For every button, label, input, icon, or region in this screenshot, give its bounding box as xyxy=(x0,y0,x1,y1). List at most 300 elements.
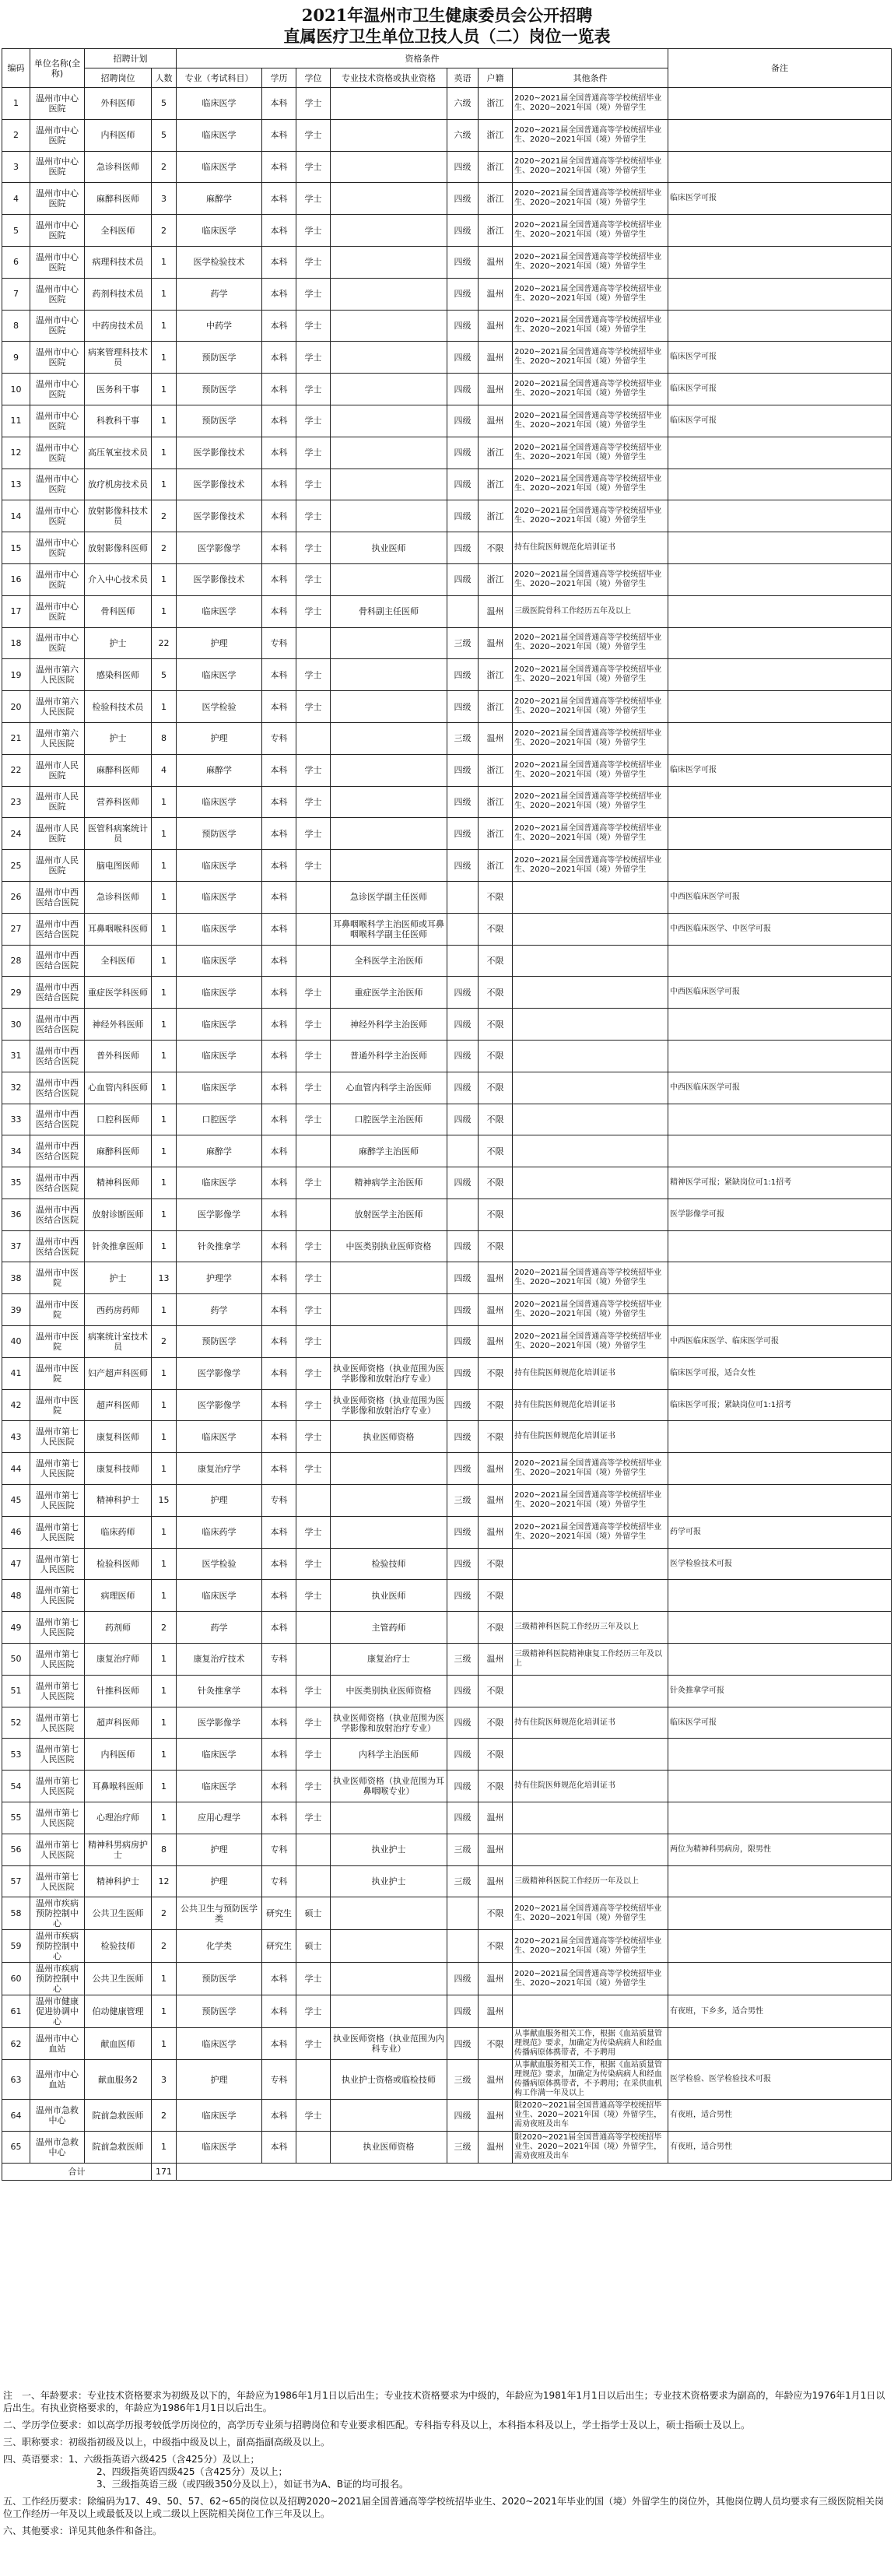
row-no: 53 xyxy=(2,1739,30,1771)
row-title: 重症医学主治医师 xyxy=(331,977,447,1009)
row-unit: 温州市中西医结合医院 xyxy=(30,1072,85,1104)
row-degree: 学士 xyxy=(296,1167,331,1199)
row-degree xyxy=(296,1612,331,1644)
row-edu: 专科 xyxy=(262,1834,296,1865)
table-row xyxy=(2,1104,892,1135)
row-hukou: 不限 xyxy=(479,881,513,913)
table-row xyxy=(2,183,892,215)
row-no: 22 xyxy=(2,754,30,786)
row-other: 2020~2021届全国普通高等学校统招毕业生、2020~2021年国（境）外留学生 xyxy=(513,850,668,882)
row-no: 13 xyxy=(2,469,30,500)
row-english: 四级 xyxy=(447,1421,479,1453)
row-degree: 学士 xyxy=(296,1326,331,1358)
row-major: 临床医学 xyxy=(177,945,262,977)
row-no: 39 xyxy=(2,1294,30,1326)
row-edu: 本科 xyxy=(262,151,296,183)
row-remark xyxy=(668,1865,892,1897)
row-post: 全科医师 xyxy=(85,215,152,247)
header-degree: 学位 xyxy=(296,68,331,88)
row-edu: 本科 xyxy=(262,500,296,532)
table-row xyxy=(2,437,892,469)
row-title xyxy=(331,119,447,151)
row-remark xyxy=(668,1453,892,1485)
row-hukou: 温州 xyxy=(479,246,513,278)
table-row xyxy=(2,977,892,1009)
row-other xyxy=(513,1739,668,1771)
row-other: 2020~2021届全国普通高等学校统招毕业生、2020~2021年国（境）外留学生 xyxy=(513,1485,668,1517)
row-edu: 本科 xyxy=(262,691,296,723)
row-title: 内科学主治医师 xyxy=(331,1739,447,1771)
row-hukou: 不限 xyxy=(479,1230,513,1262)
row-major: 临床医学 xyxy=(177,119,262,151)
table-row xyxy=(2,1262,892,1294)
header-remark: 备注 xyxy=(668,49,892,88)
row-post: 公共卫生医师 xyxy=(85,1963,152,1995)
row-english xyxy=(447,945,479,977)
row-title xyxy=(331,1516,447,1548)
row-no: 64 xyxy=(2,2100,30,2132)
row-post: 中药房技术员 xyxy=(85,310,152,342)
row-edu: 本科 xyxy=(262,1389,296,1421)
row-no: 31 xyxy=(2,1040,30,1072)
row-edu: 本科 xyxy=(262,1453,296,1485)
row-post: 献血医师 xyxy=(85,2028,152,2060)
table-row xyxy=(2,1995,892,2028)
row-num: 1 xyxy=(152,1548,177,1580)
row-english: 三级 xyxy=(447,2060,479,2100)
row-hukou: 浙江 xyxy=(479,437,513,469)
row-major: 医学影像技术 xyxy=(177,437,262,469)
row-title: 执业医师资格 xyxy=(331,2132,447,2164)
document-title xyxy=(0,0,894,47)
row-num: 2 xyxy=(152,1326,177,1358)
row-major: 药学 xyxy=(177,1612,262,1644)
row-post: 感染科医师 xyxy=(85,659,152,691)
row-title: 心血管内科学主治医师 xyxy=(331,1072,447,1104)
row-num: 1 xyxy=(152,1771,177,1802)
row-major: 医学影像技术 xyxy=(177,500,262,532)
table-row xyxy=(2,1963,892,1995)
row-title: 执业医师资格 xyxy=(331,1421,447,1453)
row-hukou: 不限 xyxy=(479,1675,513,1707)
row-english: 四级 xyxy=(447,1009,479,1041)
row-title: 执业护士 xyxy=(331,1865,447,1897)
row-major: 临床医学 xyxy=(177,1040,262,1072)
row-degree: 学士 xyxy=(296,977,331,1009)
row-title xyxy=(331,627,447,659)
row-english: 四级 xyxy=(447,786,479,818)
row-no: 27 xyxy=(2,913,30,945)
row-remark xyxy=(668,786,892,818)
row-english: 四级 xyxy=(447,659,479,691)
row-edu: 本科 xyxy=(262,818,296,850)
table-row xyxy=(2,913,892,945)
row-title xyxy=(331,1897,447,1930)
row-no: 61 xyxy=(2,1995,30,2028)
row-unit: 温州市第七人民医院 xyxy=(30,1485,85,1517)
row-other: 持有住院医师规范化培训证书 xyxy=(513,1389,668,1421)
row-other: 2020~2021届全国普通高等学校统招毕业生、2020~2021年国（境）外留学生 xyxy=(513,374,668,405)
row-title: 放射医学主治医师 xyxy=(331,1199,447,1230)
table-row xyxy=(2,1516,892,1548)
row-no: 6 xyxy=(2,246,30,278)
row-edu: 本科 xyxy=(262,1230,296,1262)
header-edu: 学历 xyxy=(262,68,296,88)
row-edu: 本科 xyxy=(262,1357,296,1389)
row-english: 三级 xyxy=(447,722,479,754)
table-row xyxy=(2,215,892,247)
row-major: 医学影像学 xyxy=(177,532,262,564)
row-num: 1 xyxy=(152,1167,177,1199)
header-hukou: 户籍 xyxy=(479,68,513,88)
row-major: 临床医学 xyxy=(177,881,262,913)
row-post: 麻醉科医师 xyxy=(85,183,152,215)
row-remark: 临床医学可报，适合女性 xyxy=(668,1357,892,1389)
row-other xyxy=(513,1580,668,1612)
table-row xyxy=(2,2028,892,2060)
title-line-1: 2021年温州市卫生健康委员会公开招聘 xyxy=(301,5,593,25)
row-title: 执业医师资格（执业范围为医学影像和放射治疗专业） xyxy=(331,1707,447,1739)
row-no: 56 xyxy=(2,1834,30,1865)
row-other xyxy=(513,1802,668,1834)
row-other xyxy=(513,1104,668,1135)
row-remark xyxy=(668,563,892,595)
row-unit: 温州市第七人民医院 xyxy=(30,1644,85,1676)
row-remark: 药学可报 xyxy=(668,1516,892,1548)
row-english: 四级 xyxy=(447,437,479,469)
row-title xyxy=(331,1995,447,2028)
row-no: 49 xyxy=(2,1612,30,1644)
row-no: 7 xyxy=(2,278,30,310)
row-unit: 温州市中心医院 xyxy=(30,595,85,627)
row-english: 三级 xyxy=(447,2132,479,2164)
row-english: 四级 xyxy=(447,1167,479,1199)
row-degree: 学士 xyxy=(296,786,331,818)
row-unit: 温州市第七人民医院 xyxy=(30,1580,85,1612)
row-num: 1 xyxy=(152,2132,177,2164)
row-major: 应用心理学 xyxy=(177,1802,262,1834)
table-row xyxy=(2,1294,892,1326)
row-remark xyxy=(668,691,892,723)
row-edu: 本科 xyxy=(262,1995,296,2028)
row-num: 1 xyxy=(152,1580,177,1612)
table-row xyxy=(2,151,892,183)
row-other xyxy=(513,1548,668,1580)
row-unit: 温州市中心医院 xyxy=(30,469,85,500)
row-post: 伯动健康管理 xyxy=(85,1995,152,2028)
row-remark xyxy=(668,88,892,120)
table-row xyxy=(2,1167,892,1199)
row-no: 8 xyxy=(2,310,30,342)
row-major: 护理 xyxy=(177,1865,262,1897)
row-no: 44 xyxy=(2,1453,30,1485)
row-post: 院前急救医师 xyxy=(85,2100,152,2132)
row-num: 13 xyxy=(152,1262,177,1294)
row-edu: 本科 xyxy=(262,310,296,342)
row-hukou: 不限 xyxy=(479,1104,513,1135)
row-edu: 本科 xyxy=(262,1707,296,1739)
row-no: 24 xyxy=(2,818,30,850)
row-post: 放射影像科技术员 xyxy=(85,500,152,532)
row-other xyxy=(513,913,668,945)
row-unit: 温州市疾病预防控制中心 xyxy=(30,1963,85,1995)
row-edu: 本科 xyxy=(262,532,296,564)
row-num: 1 xyxy=(152,1421,177,1453)
row-num: 1 xyxy=(152,1040,177,1072)
row-post: 内科医师 xyxy=(85,119,152,151)
row-edu: 本科 xyxy=(262,945,296,977)
row-num: 1 xyxy=(152,437,177,469)
row-edu: 本科 xyxy=(262,1104,296,1135)
row-degree: 学士 xyxy=(296,691,331,723)
header-english: 英语 xyxy=(447,68,479,88)
row-english: 四级 xyxy=(447,1802,479,1834)
row-num: 1 xyxy=(152,913,177,945)
row-no: 18 xyxy=(2,627,30,659)
row-num: 1 xyxy=(152,881,177,913)
row-edu: 本科 xyxy=(262,1675,296,1707)
notes-section xyxy=(3,2389,890,2542)
row-no: 33 xyxy=(2,1104,30,1135)
row-edu: 本科 xyxy=(262,1802,296,1834)
row-other xyxy=(513,1675,668,1707)
row-other: 持有住院医师规范化培训证书 xyxy=(513,1421,668,1453)
row-major: 医学检验技术 xyxy=(177,246,262,278)
row-no: 51 xyxy=(2,1675,30,1707)
row-post: 检验科技术员 xyxy=(85,691,152,723)
row-remark xyxy=(668,469,892,500)
row-other: 2020~2021届全国普通高等学校统招毕业生、2020~2021年国（境）外留学生 xyxy=(513,310,668,342)
row-degree: 学士 xyxy=(296,1963,331,1995)
row-degree xyxy=(296,913,331,945)
row-degree: 学士 xyxy=(296,1294,331,1326)
row-no: 29 xyxy=(2,977,30,1009)
row-hukou: 浙江 xyxy=(479,151,513,183)
row-post: 护士 xyxy=(85,722,152,754)
row-edu: 本科 xyxy=(262,754,296,786)
row-num: 1 xyxy=(152,1516,177,1548)
row-post: 口腔科医师 xyxy=(85,1104,152,1135)
table-row xyxy=(2,945,892,977)
row-remark xyxy=(668,818,892,850)
row-title: 普通外科学主治医师 xyxy=(331,1040,447,1072)
row-degree xyxy=(296,945,331,977)
row-num: 15 xyxy=(152,1485,177,1517)
row-degree: 学士 xyxy=(296,1707,331,1739)
row-remark xyxy=(668,1802,892,1834)
row-edu: 本科 xyxy=(262,1072,296,1104)
row-english: 四级 xyxy=(447,469,479,500)
row-post: 病案管理科技术员 xyxy=(85,342,152,374)
row-hukou: 不限 xyxy=(479,1357,513,1389)
table-row xyxy=(2,1707,892,1739)
row-english: 四级 xyxy=(447,1104,479,1135)
row-num: 1 xyxy=(152,2028,177,2060)
row-other: 持有住院医师规范化培训证书 xyxy=(513,1771,668,1802)
row-edu: 本科 xyxy=(262,563,296,595)
row-english: 四级 xyxy=(447,1739,479,1771)
row-title: 急诊医学副主任医师 xyxy=(331,881,447,913)
row-hukou: 浙江 xyxy=(479,659,513,691)
row-degree: 学士 xyxy=(296,1675,331,1707)
row-other: 限2020~2021届全国普通高等学校统招毕业生、2020~2021年国（境）外留学生，需劝夜班及出车 xyxy=(513,2132,668,2164)
row-hukou: 不限 xyxy=(479,1771,513,1802)
row-hukou: 温州 xyxy=(479,595,513,627)
row-edu: 本科 xyxy=(262,1135,296,1167)
row-degree xyxy=(296,1834,331,1865)
row-unit: 温州市第六人民医院 xyxy=(30,691,85,723)
row-no: 54 xyxy=(2,1771,30,1802)
row-remark xyxy=(668,1009,892,1041)
row-no: 3 xyxy=(2,151,30,183)
row-edu: 本科 xyxy=(262,2100,296,2132)
table-row xyxy=(2,754,892,786)
row-degree: 学士 xyxy=(296,595,331,627)
row-degree: 学士 xyxy=(296,1072,331,1104)
row-post: 全科医师 xyxy=(85,945,152,977)
row-english: 四级 xyxy=(447,754,479,786)
row-title xyxy=(331,1802,447,1834)
row-major: 医学影像学 xyxy=(177,1707,262,1739)
row-hukou: 不限 xyxy=(479,1548,513,1580)
row-unit: 温州市第七人民医院 xyxy=(30,1421,85,1453)
row-edu: 本科 xyxy=(262,850,296,882)
row-major: 康复治疗学 xyxy=(177,1453,262,1485)
row-major: 针灸推拿学 xyxy=(177,1675,262,1707)
table-body xyxy=(2,88,892,2164)
row-post: 药剂师 xyxy=(85,1612,152,1644)
row-remark xyxy=(668,1612,892,1644)
row-english: 四级 xyxy=(447,1326,479,1358)
row-post: 神经外科医师 xyxy=(85,1009,152,1041)
table-row xyxy=(2,342,892,374)
row-english: 三级 xyxy=(447,1834,479,1865)
row-english: 六级 xyxy=(447,119,479,151)
row-remark xyxy=(668,1644,892,1676)
row-degree: 学士 xyxy=(296,1771,331,1802)
row-english: 四级 xyxy=(447,2028,479,2060)
row-edu: 本科 xyxy=(262,1040,296,1072)
note-experience: 五、工作经历要求：除编码为17、49、50、57、62~65的岗位以及招聘2020~2021届全国普通高等学校统招毕业生、2020~2021年毕业的国（境）外留学生的岗位外，其他岗位聘人员均要求有三级医院相关岗位工作经历一年及以上或最低及以上或二级以上医院相关岗位工作三年及以上。 xyxy=(3,2496,884,2519)
row-english: 四级 xyxy=(447,1580,479,1612)
row-major: 针灸推拿学 xyxy=(177,1230,262,1262)
row-post: 精神科医师 xyxy=(85,1167,152,1199)
row-hukou: 浙江 xyxy=(479,754,513,786)
row-remark xyxy=(668,215,892,247)
row-no: 46 xyxy=(2,1516,30,1548)
row-major: 临床医学 xyxy=(177,88,262,120)
note-english-2: 2、四级指英语四级425（含425分）及以上； xyxy=(96,2466,288,2477)
table-row xyxy=(2,850,892,882)
row-post: 康复治疗师 xyxy=(85,1644,152,1676)
row-title xyxy=(331,1262,447,1294)
table-row xyxy=(2,818,892,850)
table-row xyxy=(2,1389,892,1421)
row-degree xyxy=(296,1865,331,1897)
row-degree: 学士 xyxy=(296,754,331,786)
row-hukou: 温州 xyxy=(479,1294,513,1326)
row-english: 四级 xyxy=(447,310,479,342)
row-hukou: 温州 xyxy=(479,1516,513,1548)
row-unit: 温州市中心血站 xyxy=(30,2060,85,2100)
row-post: 耳鼻喉科医师 xyxy=(85,1771,152,1802)
row-major: 临床医学 xyxy=(177,2132,262,2164)
row-post: 病理医师 xyxy=(85,1580,152,1612)
row-post: 营养科医师 xyxy=(85,786,152,818)
row-other: 2020~2021届全国普通高等学校统招毕业生、2020~2021年国（境）外留学生 xyxy=(513,405,668,437)
row-edu: 本科 xyxy=(262,1580,296,1612)
row-no: 52 xyxy=(2,1707,30,1739)
row-remark: 针灸推拿学可报 xyxy=(668,1675,892,1707)
row-num: 1 xyxy=(152,977,177,1009)
row-major: 临床医学 xyxy=(177,595,262,627)
row-other: 持有住院医师规范化培训证书 xyxy=(513,1357,668,1389)
row-post: 药剂科技术员 xyxy=(85,278,152,310)
row-english: 四级 xyxy=(447,1040,479,1072)
row-hukou: 不限 xyxy=(479,1739,513,1771)
row-title: 执业医师 xyxy=(331,532,447,564)
row-no: 62 xyxy=(2,2028,30,2060)
table-row xyxy=(2,1421,892,1453)
row-no: 65 xyxy=(2,2132,30,2164)
row-degree xyxy=(296,881,331,913)
row-post: 医管科病案统计员 xyxy=(85,818,152,850)
total-value: 171 xyxy=(152,2163,177,2180)
row-unit: 温州市疾病预防控制中心 xyxy=(30,1897,85,1930)
row-degree: 学士 xyxy=(296,405,331,437)
row-no: 40 xyxy=(2,1326,30,1358)
row-degree: 学士 xyxy=(296,469,331,500)
row-other: 2020~2021届全国普通高等学校统招毕业生、2020~2021年国（境）外留学生 xyxy=(513,1294,668,1326)
table-row xyxy=(2,1739,892,1771)
row-remark: 中西医临床医学可报 xyxy=(668,1072,892,1104)
table-row xyxy=(2,1644,892,1676)
row-english: 四级 xyxy=(447,246,479,278)
row-english: 四级 xyxy=(447,1963,479,1995)
row-remark xyxy=(668,1230,892,1262)
row-remark xyxy=(668,1294,892,1326)
row-other: 2020~2021届全国普通高等学校统招毕业生、2020~2021年国（境）外留学生 xyxy=(513,1262,668,1294)
row-post: 针推科医师 xyxy=(85,1675,152,1707)
row-edu: 本科 xyxy=(262,913,296,945)
row-edu: 本科 xyxy=(262,1009,296,1041)
row-hukou: 浙江 xyxy=(479,818,513,850)
row-num: 3 xyxy=(152,2060,177,2100)
row-post: 普外科医师 xyxy=(85,1040,152,1072)
row-degree: 学士 xyxy=(296,563,331,595)
row-english: 四级 xyxy=(447,183,479,215)
row-title xyxy=(331,1326,447,1358)
row-degree: 学士 xyxy=(296,1453,331,1485)
row-title xyxy=(331,1930,447,1963)
row-title xyxy=(331,818,447,850)
row-major: 临床医学 xyxy=(177,850,262,882)
row-edu: 本科 xyxy=(262,1294,296,1326)
row-english: 四级 xyxy=(447,691,479,723)
row-post: 妇产超声科医师 xyxy=(85,1357,152,1389)
row-major: 临床医学 xyxy=(177,2100,262,2132)
row-edu: 本科 xyxy=(262,1739,296,1771)
table-row xyxy=(2,1009,892,1041)
row-major: 临床医学 xyxy=(177,786,262,818)
table-row xyxy=(2,2100,892,2132)
table-row xyxy=(2,1548,892,1580)
row-remark xyxy=(668,1897,892,1930)
row-unit: 温州市健康促进协调中心 xyxy=(30,1995,85,2028)
row-no: 2 xyxy=(2,119,30,151)
row-num: 2 xyxy=(152,1897,177,1930)
row-other xyxy=(513,1199,668,1230)
